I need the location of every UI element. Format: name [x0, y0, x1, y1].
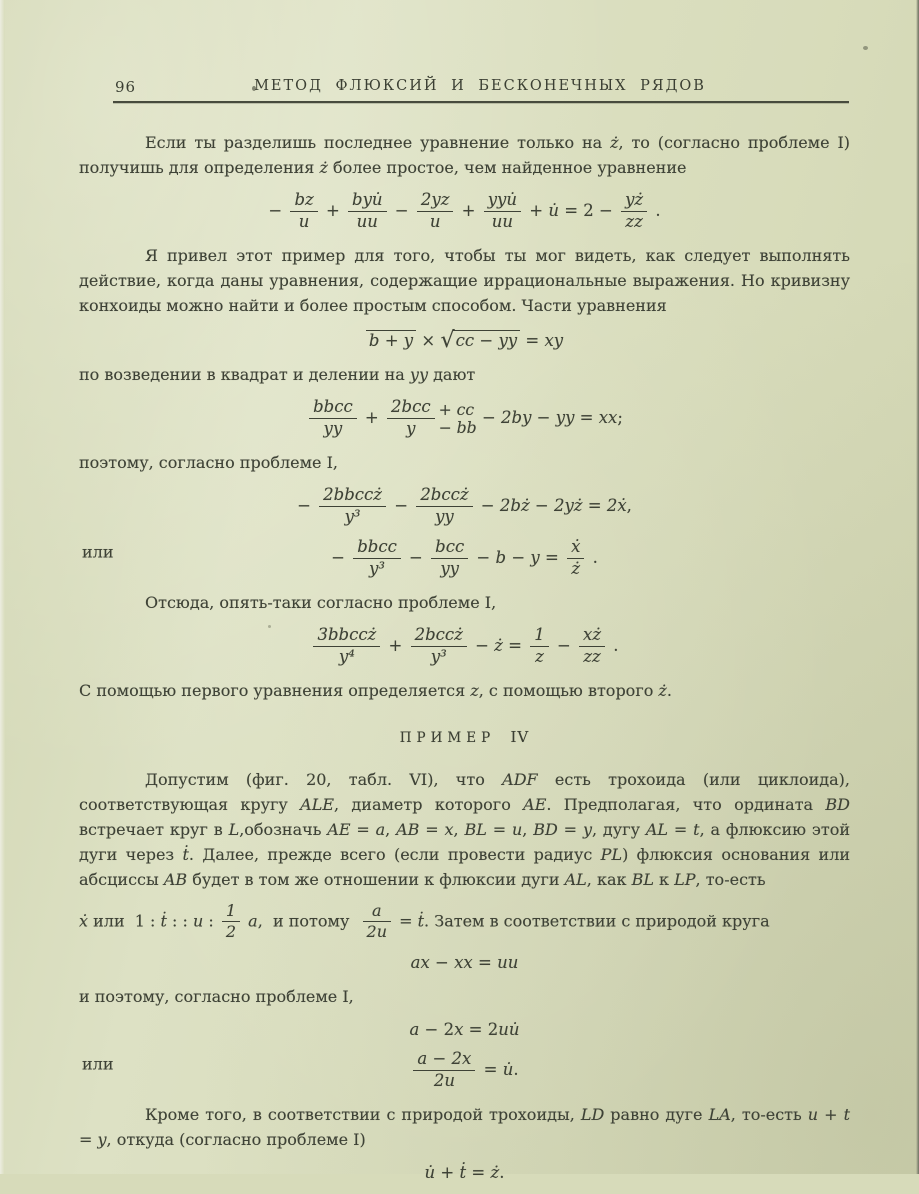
math-variable: xx [598, 408, 618, 428]
equation-row-or-1 [79, 538, 850, 579]
math-variable: BL [631, 869, 654, 889]
equation-row-or-2 [79, 1050, 850, 1091]
math-fraction [530, 626, 549, 667]
fraction-numerator: bbcc [353, 538, 401, 559]
paragraph-irrational-expressions: Я привел этот пример для того, чтобы ты мог видеть, как следует выполнять действие, когда даны уравнения, содержащие иррациональные выражения. Но кривизну конхоиды можно найти и более простым способом. Части уравнения [79, 245, 850, 315]
fraction-denominator: y³ [430, 647, 447, 666]
fraction-denominator: 2u [433, 1071, 455, 1091]
math-variable: ṫ [160, 911, 167, 931]
math-variable: AE [327, 819, 351, 839]
math-variable: xy [544, 330, 564, 350]
math-text: , дугу [591, 819, 646, 839]
fraction-numerator: 2bbccż [319, 486, 386, 507]
math-text: − [475, 496, 500, 516]
math-variable: u [807, 1105, 819, 1125]
math-variable: PL [600, 844, 623, 864]
formula-circle-nature [79, 953, 850, 973]
math-variable: xx [454, 952, 473, 972]
math-variable: yy [555, 408, 575, 428]
formula-squared-equation [79, 398, 850, 439]
math-text: . Предполагая, что ордината [546, 794, 826, 814]
math-variable: y [97, 1130, 107, 1150]
math-variable: a [248, 911, 258, 931]
math-text: . [499, 1163, 505, 1183]
math-text: − [471, 548, 496, 568]
fraction-denominator: y³ [369, 559, 385, 579]
math-text: = [557, 819, 583, 839]
fraction-denominator: u [298, 211, 310, 231]
fraction-numerator: 2bcc [387, 398, 435, 419]
math-fraction [416, 486, 472, 527]
fraction-numerator: 1 [222, 902, 240, 922]
math-stacked-terms [439, 401, 477, 437]
math-text: = [79, 1130, 98, 1150]
formula-u-dot [79, 1050, 850, 1091]
math-variable: LP [674, 869, 696, 889]
math-variable: ALE [300, 794, 335, 814]
math-text: = [478, 1060, 503, 1080]
paragraph-trochoid-nature [79, 1102, 850, 1152]
example-heading-numeral: IV [510, 727, 530, 746]
fraction-numerator: bcc [431, 538, 468, 559]
fraction-numerator: 1 [530, 626, 549, 647]
math-text: + [435, 1163, 460, 1183]
fraction-denominator: yy [323, 419, 343, 439]
math-text: − [506, 548, 531, 568]
math-text: . Далее, прежде всего (если провести радиус [188, 844, 601, 864]
fraction-numerator: bbcc [309, 398, 357, 419]
math-text: + [524, 200, 549, 220]
math-text: = [520, 330, 545, 350]
math-fraction [579, 626, 605, 667]
paragraph-and-therefore: и поэтому, согласно проблеме I, [79, 986, 354, 1006]
math-text: , то-есть [695, 869, 766, 889]
math-variable: t [843, 1105, 850, 1125]
fraction-denominator: uu [491, 211, 513, 231]
math-fraction [348, 191, 387, 232]
math-variable: x [444, 819, 454, 839]
header-rule [113, 101, 849, 103]
math-text: = [486, 819, 512, 839]
paper-speck [863, 46, 868, 50]
math-text: . [608, 636, 619, 655]
math-variable: AL [645, 819, 669, 839]
math-text: − [389, 200, 414, 220]
math-fraction [417, 191, 454, 232]
page-header [113, 78, 847, 98]
math-text: = [574, 408, 599, 428]
math-variable: x [454, 1019, 464, 1039]
math-radical [440, 326, 520, 353]
formula-a-minus-2x [79, 1020, 850, 1040]
math-variable: y [582, 819, 592, 839]
math-text: равно дуге [604, 1105, 709, 1125]
or-label: или [82, 1054, 114, 1074]
math-text: ) флюксия основания или абсциссы [79, 844, 851, 889]
math-text: − [469, 636, 495, 655]
math-text: = [539, 548, 565, 568]
math-fraction [309, 398, 357, 439]
math-variable: AB [396, 819, 420, 839]
stack-top: + cc [438, 399, 475, 419]
math-fraction [413, 1050, 475, 1091]
paragraph-equations-determine [79, 678, 850, 703]
math-text: , откуда (согласно проблеме I) [106, 1130, 366, 1150]
math-text: есть трохоида (или циклоида), соответствующая кругу [79, 769, 850, 814]
fraction-denominator: z [535, 647, 544, 666]
math-variable: ż [610, 133, 619, 152]
math-variable: a [409, 1019, 420, 1039]
math-variable: ADF [502, 769, 538, 789]
math-text: − [429, 952, 455, 972]
formula-simplified-fluxion-equation [79, 191, 850, 232]
math-variable: L [228, 819, 240, 839]
math-fraction [411, 626, 467, 667]
formula-fluxion-derived [79, 486, 850, 527]
math-text: Кроме того, в соответствии с природой трохоиды, [145, 1105, 581, 1125]
formula-second-derived [79, 626, 850, 667]
math-text: . [513, 1060, 519, 1080]
math-text: = [502, 636, 528, 655]
page-number: 96 [115, 78, 137, 96]
math-text: ; [617, 408, 623, 428]
math-text: , [453, 819, 465, 839]
math-variable: a [375, 819, 386, 839]
math-text: Допустим (фиг. 20, табл. VI), что [145, 769, 503, 789]
math-text: , с помощью второго [478, 680, 659, 700]
fraction-numerator: yż [621, 191, 647, 212]
math-text: , [626, 496, 632, 516]
fraction-denominator: zz [583, 647, 601, 666]
math-variable: BL [464, 819, 487, 839]
math-overline-group: b + y [366, 330, 416, 350]
math-text: по возведении в квадрат и делении на [79, 365, 410, 385]
fraction-denominator: ż [571, 559, 581, 579]
fraction-denominator: 2 [225, 922, 237, 942]
example-iv-heading [79, 725, 850, 751]
math-text: , диаметр которого [334, 794, 524, 814]
math-variable: LA [708, 1105, 731, 1125]
math-variable: ż [658, 680, 667, 700]
math-variable: ṫ [459, 1163, 467, 1183]
math-text: + [359, 408, 385, 428]
paragraph-proportion-line [79, 902, 850, 942]
formula-final-sum [79, 1163, 850, 1183]
math-text: − [551, 636, 577, 655]
math-fraction [222, 902, 240, 942]
math-text: = [394, 911, 418, 931]
fraction-denominator: y³ [344, 507, 361, 527]
math-fraction [567, 538, 584, 579]
math-fraction [431, 538, 468, 579]
fraction-numerator: byu̇ [348, 191, 387, 212]
math-fraction [387, 398, 435, 439]
stack-bottom: − bb [438, 417, 477, 437]
math-text: : : [166, 911, 194, 931]
fraction-denominator: yy [440, 559, 459, 579]
math-text: − [388, 496, 414, 516]
or-label: или [82, 542, 114, 562]
math-variable: ṫ [182, 844, 189, 864]
math-text: Если ты разделишь последнее уравнение только на [145, 133, 611, 152]
math-text: + [383, 636, 408, 655]
math-text: − [331, 548, 351, 568]
math-variable: LD [580, 1105, 605, 1125]
running-title: МЕТОД ФЛЮКСИЙ И БЕСКОНЕЧНЫХ РЯДОВ [254, 78, 706, 94]
page-left-edge [0, 0, 5, 1174]
math-text: , [385, 819, 397, 839]
math-text: к [653, 869, 675, 889]
math-variable: ż [490, 1163, 500, 1183]
math-fraction [484, 191, 521, 232]
math-text: = 2 [463, 1019, 499, 1039]
fraction-denominator: 2u [366, 922, 388, 942]
radical-sign-icon: √ [440, 326, 455, 353]
math-fraction [363, 902, 391, 942]
math-text: = [350, 819, 376, 839]
paragraph-divide-equation [79, 130, 850, 180]
math-text: − [531, 408, 556, 428]
math-variable: t [693, 819, 700, 839]
fraction-denominator: y⁴ [338, 647, 355, 666]
math-fraction [319, 486, 386, 527]
paragraph-therefore-problem1: поэтому, согласно проблеме I, [79, 453, 339, 473]
page-body [79, 130, 850, 1194]
math-text: ,обозначь [239, 819, 328, 839]
paragraph-hence-problem1: Отсюда, опять-таки согласно проблеме I, [145, 593, 497, 613]
math-fraction [353, 538, 401, 579]
math-text: С помощью первого уравнения определяется [79, 680, 471, 700]
math-variable: yy [409, 365, 428, 385]
fraction-numerator: 2bccż [411, 626, 467, 647]
math-text: , то (согласно проблеме I) получишь для определения [79, 133, 851, 177]
math-variable: uu̇ [498, 1019, 520, 1039]
math-text: дают [427, 365, 476, 385]
math-text: . [666, 680, 672, 700]
math-variable: u [511, 819, 523, 839]
fraction-denominator: y [406, 419, 416, 439]
math-text: − [268, 200, 288, 220]
fraction-denominator: yy [435, 507, 454, 527]
fraction-numerator: yyu̇ [484, 191, 521, 212]
math-variable: u̇ [548, 200, 559, 220]
math-variable: u [193, 911, 204, 931]
math-text: . [650, 200, 661, 220]
fraction-numerator: a [363, 902, 391, 922]
fraction-denominator: u [429, 211, 441, 231]
math-variable: u̇ [502, 1060, 514, 1080]
fraction-numerator: 2bccż [416, 486, 472, 507]
formula-divided-by-2z [79, 538, 850, 579]
math-variable: ax [410, 952, 430, 972]
math-fraction [290, 191, 317, 232]
radical-content: cc − yy [453, 330, 520, 350]
math-text: . Затем в соответствии с природой круга [424, 911, 770, 931]
math-text: − 2 [419, 1019, 455, 1039]
math-variable: u̇ [424, 1163, 436, 1183]
math-variable: z [470, 680, 479, 700]
math-variable: AE [523, 794, 547, 814]
math-text: более простое, чем найденное уравнение [327, 158, 687, 177]
math-text: × [416, 330, 441, 350]
math-text: = [472, 952, 498, 972]
math-text: встречает круг в [79, 819, 229, 839]
fraction-numerator: 2yz [417, 191, 454, 212]
math-variable: ẋ [79, 911, 89, 931]
paragraph-square-and-divide [79, 362, 850, 387]
math-variable: BD [533, 819, 558, 839]
math-text: = [582, 496, 607, 516]
math-variable: 2yż [553, 496, 583, 516]
math-variable: b [495, 548, 507, 568]
math-text: , [522, 819, 534, 839]
math-variable: BD [825, 794, 851, 814]
math-text: , то-есть [730, 1105, 808, 1125]
fraction-numerator: xż [579, 626, 605, 647]
math-text: = [466, 1163, 491, 1183]
math-text: + [320, 200, 346, 220]
math-variable: y [530, 548, 540, 568]
math-fraction [313, 626, 380, 667]
math-variable: ż [494, 636, 503, 655]
fraction-numerator: a − 2x [413, 1050, 475, 1071]
fraction-denominator: zz [625, 211, 643, 231]
math-text: − [529, 496, 554, 516]
fraction-numerator: ẋ [567, 538, 584, 559]
fraction-numerator: bz [290, 191, 317, 212]
math-text: будет в том же отношении к флюксии дуги [187, 869, 565, 889]
math-variable: uu [497, 952, 519, 972]
math-text: , как [586, 869, 632, 889]
math-variable: 2by [501, 408, 532, 428]
math-text: − [403, 548, 429, 568]
paragraph-trochoid-setup [79, 767, 850, 892]
math-text: = [419, 819, 445, 839]
math-text: + [456, 200, 481, 220]
example-heading-word: ПРИМЕР [399, 729, 496, 746]
math-variable: 2bż [499, 496, 530, 516]
math-fraction [621, 191, 647, 232]
math-variable: 2ẋ [606, 496, 627, 516]
math-variable: AL [564, 869, 587, 889]
math-text: + [818, 1105, 844, 1125]
math-text: : [203, 911, 219, 931]
fraction-numerator: 3bbccż [313, 626, 380, 647]
math-text: − [476, 408, 502, 428]
math-variable: ż [319, 158, 328, 177]
math-text: − [297, 496, 317, 516]
math-text: , а флюксию этой дуги через [79, 819, 851, 864]
math-text: или 1 : [88, 911, 161, 931]
fraction-denominator: uu [356, 211, 378, 231]
formula-conchoid-equation-parts [79, 326, 850, 353]
math-text: = [668, 819, 694, 839]
math-text: = 2 − [558, 200, 619, 220]
math-variable: AB [163, 869, 188, 889]
math-text: , и потому [257, 911, 360, 931]
math-variable: ṫ [417, 911, 425, 931]
math-text: . [587, 548, 598, 568]
